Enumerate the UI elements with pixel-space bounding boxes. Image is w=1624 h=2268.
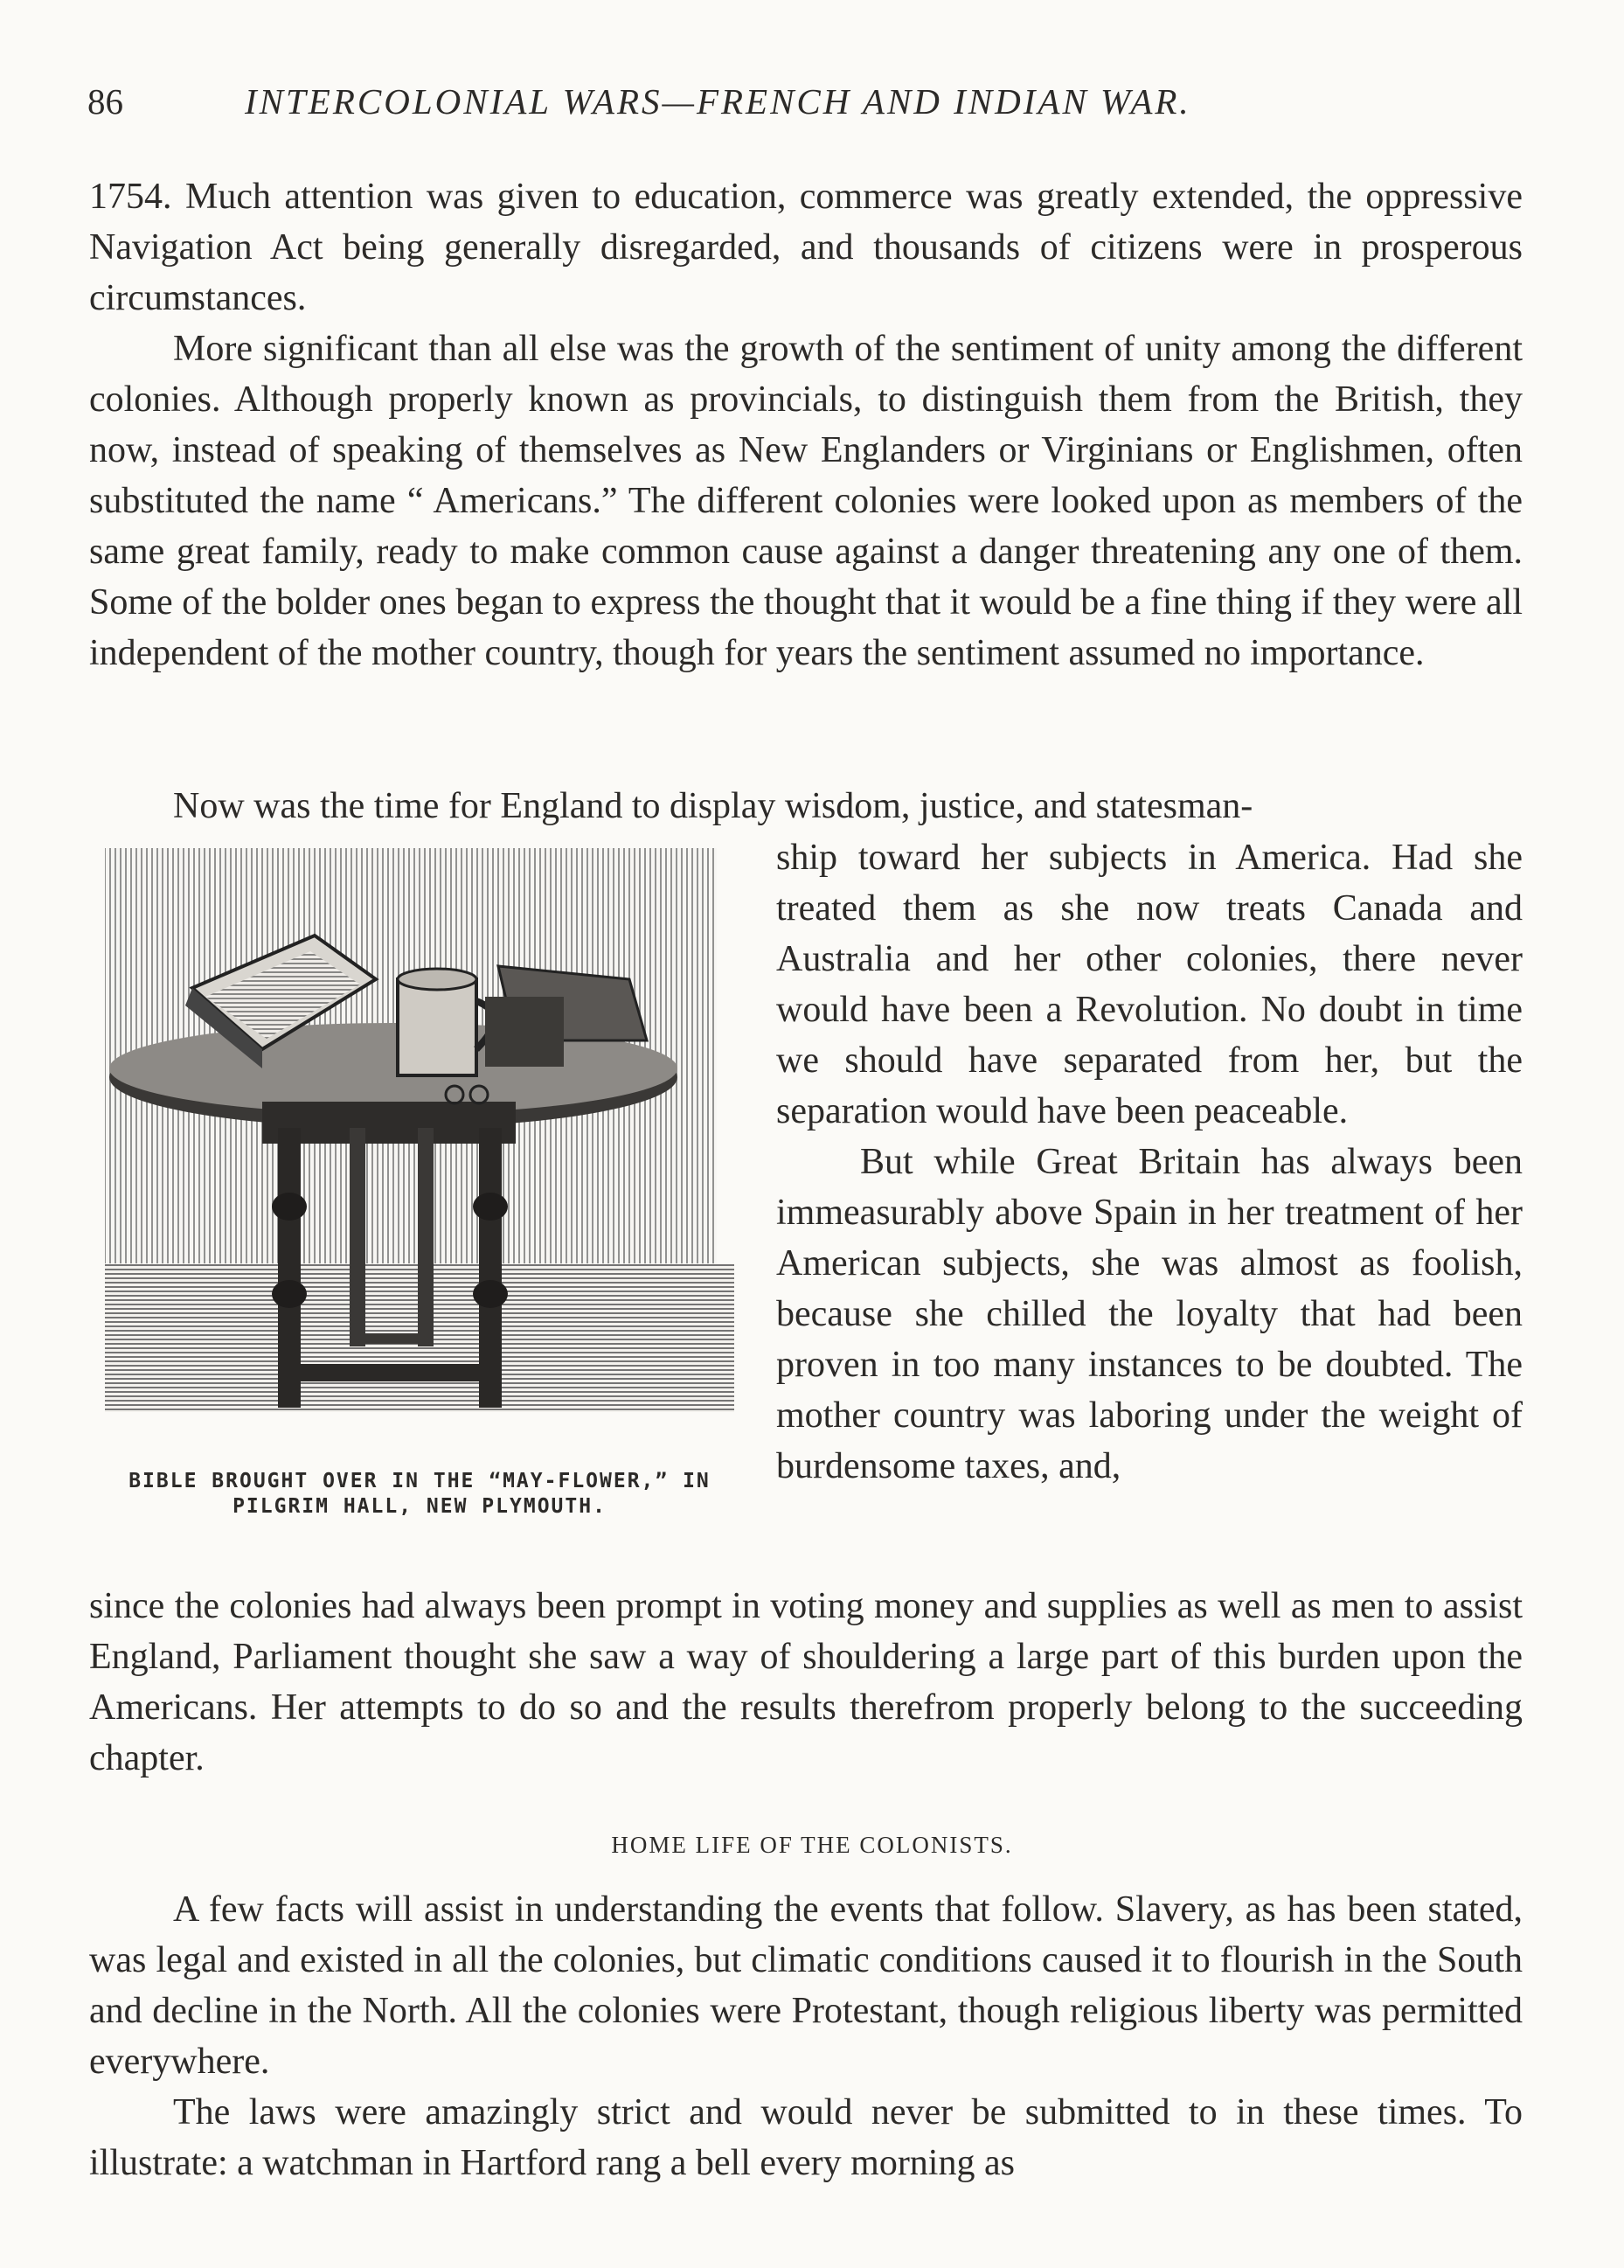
figure-caption: BIBLE BROUGHT OVER IN THE “MAY-FLOWER,” IN PILGRIM HALL, NEW PLYMOUTH. — [128, 1470, 711, 1518]
paragraph-parliament: since the colonies had always been prompt in voting money and supplies as well as men to assist England, Parliament thought she saw a way of shouldering a large part of this burden upon the Americans. Her attempts to do so and the results therefrom properly belong to the succeeding chapter. — [89, 1586, 1523, 1778]
side-column — [776, 832, 1523, 1492]
bible-engraving — [87, 839, 752, 1460]
paragraph-slavery: A few facts will assist in understanding the events that follow. Slavery, as has been stated, was legal and existed in all the colonies, but climatic conditions caused it to flourish in the South and decline in the North. All the colonies were Protestant, though religious liberty was permitted everywhere. — [89, 1889, 1523, 2082]
bible-figure — [87, 839, 752, 1565]
paragraph-england-first-line: Now was the time for England to display wisdom, justice, and statesman- — [173, 786, 1253, 826]
paragraph-statesmanship-cont: ship toward her subjects in America. Had she treated them as she now treats Canada and Australia and her other colonies, there never would have been a Revolution. No doubt in time we should have separated from her, but the separation would have been peaceable. — [776, 838, 1523, 1131]
running-title: INTERCOLONIAL WARS—FRENCH AND INDIAN WAR. — [245, 81, 1191, 122]
page-header — [87, 80, 1398, 133]
paragraph-laws: The laws were amazingly strict and would never be submitted to in these times. To illustrate: a watchman in Hartford rang a bell every morning as — [89, 2092, 1523, 2183]
section-heading-home-life: HOME LIFE OF THE COLONISTS. — [611, 1832, 1013, 1858]
paragraph-great-britain: But while Great Britain has always been immeasurably above Spain in her treatment of her American subjects, she was almost as foolish, because she chilled the loyalty that had been proven in too many instances to be doubted. The mother country was laboring under the weight of burdensome taxes, and, — [776, 1142, 1523, 1486]
page-number: 86 — [87, 81, 123, 122]
paragraph-unity: More significant than all else was the growth of the sentiment of unity among the different colonies. Although properly known as provincials, to distinguish them from the British, they now, instead of speaking of themselves as New Englanders or Virginians or Englishmen, often substituted the name “ Americans.” The different colonies were looked upon as members of the same great family, ready to make common cause against a danger threatening any one of them. Some of the bolder ones began to express the thought that it would be a fine thing if they were all independent of the mother country, though for years the sentiment assumed no importance. — [89, 329, 1523, 673]
paragraph-1754: 1754. Much attention was given to education, commerce was greatly extended, the oppressive Navigation Act being generally disregarded, and thousands of citizens were in prosperous circumstances. — [89, 177, 1523, 318]
